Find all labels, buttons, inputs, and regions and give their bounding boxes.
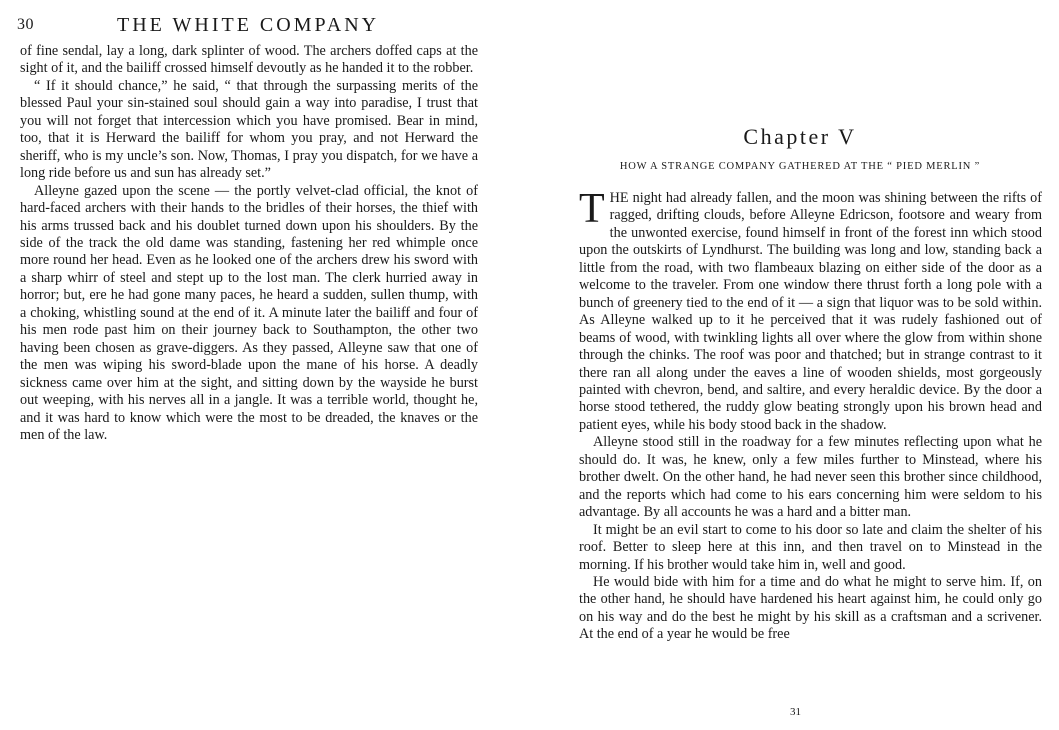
page-number-right: 31 — [790, 706, 801, 718]
right-page — [560, 0, 1059, 730]
right-paragraph-1-text: HE night had already fallen, and the moon was shining between the rifts of ragged, drifting clouds, before Alleyne Edricson, footsore and weary from the unwonted exercise, found himself in front of the forest inn which stood upon the outskirts of Lyndhurst. The building was long and low, standing back a little from the road, with two flambeaux blazing on either side of the door as a welcome to the traveler. From one window there thrust forth a long pole with a bunch of greenery tied to the end of it — a sign that liquor was to be sold within. As Alleyne walked up to it he perceived that it was rudely fashioned out of beams of wood, with twinkling lights all over where the glow from within shone through the chinks. The roof was poor and thatched; but in strange contrast to it there ran all along under the eaves a line of wooden shields, most gorgeously painted with chevron, bend, and saltire, and every heraldic device. By the door a horse stood tethered, the ruddy glow beating strongly upon his brown head and patient eyes, while his body stood back in the shadow. — [579, 190, 1042, 433]
drop-cap: T — [579, 186, 605, 232]
left-page — [0, 0, 500, 730]
right-paragraph-3: It might be an evil start to come to his door so late and claim the shelter of his roof. Better to sleep here at this inn, and then travel on to Minstead in the morning. If his brother would take him in, well and good. — [579, 521, 1042, 573]
right-page-body — [579, 186, 1042, 644]
left-page-header — [17, 16, 487, 40]
right-paragraph-4: He would bide with him for a time and do what he might to serve him. If, on the other hand, he should have hardened his heart against him, he could only go on his way and do the best he might by his skill as a craftsman and a scrivener. At the end of a year he would be free — [579, 573, 1042, 643]
left-paragraph-3: Alleyne gazed upon the scene — the portly velvet-clad official, the knot of hard-faced archers with their hands to the bridles of their horses, the thief with his arms trussed back and his doublet turned down upon his shoulders. By the side of the track the old dame was standing, fastening her red whimple once more round her head. Even as he looked one of the archers drew his sword with a sharp whirr of steel and stept up to the lost man. The clerk hurried away in horror; but, ere he had gone many paces, he heard a sudden, sullen thump, with a choking, whistling sound at the end of it. A minute later the bailiff and four of his men rode past him on their journey back to Southampton, the other two having been chosen as grave-diggers. As they passed, Alleyne saw that one of the men was wiping his sword-blade upon the mane of his horse. A deadly sickness came over him at the sight, and sitting down by the wayside he burst out weeping, with his nerves all in a jangle. It was a terrible world, thought he, and it was hard to know which were the most to be dreaded, the knaves or the men of the law. — [20, 182, 478, 443]
chapter-title: Chapter V — [743, 124, 857, 149]
right-paragraph-2: Alleyne stood still in the roadway for a few minutes reflecting upon what he should do. It was, he knew, only a few miles further to Minstead, where his brother dwelt. On the other hand, he had never seen this brother since childhood, and the reports which had come to his ears concerning him were seldom to his advantage. By all accounts he was a hard and a bitter man. — [579, 434, 1042, 521]
running-head: THE WHITE COMPANY — [117, 14, 380, 36]
chapter-subtitle: HOW A STRANGE COMPANY GATHERED AT THE “ PIED MERLIN ” — [619, 161, 981, 172]
page-number-left: 30 — [17, 16, 34, 33]
right-paragraph-1 — [579, 186, 1042, 434]
left-page-body — [20, 43, 478, 444]
left-paragraph-1: of fine sendal, lay a long, dark splinter of wood. The archers doffed caps at the sight of it, and the bailiff crossed himself devoutly as he handed it to the robber. — [20, 43, 478, 77]
left-paragraph-2: “ If it should chance,” he said, “ that through the surpassing merits of the blessed Paul your sin-stained soul should gain a way into paradise, I trust that you will not forget that intercession which you have promised. Bear in mind, too, that it is Herward the bailiff for whom you pray, and not Herward the sheriff, who is my uncle’s son. Now, Thomas, I pray you dispatch, for we have a long ride before us and sun has already set.” — [20, 77, 478, 182]
